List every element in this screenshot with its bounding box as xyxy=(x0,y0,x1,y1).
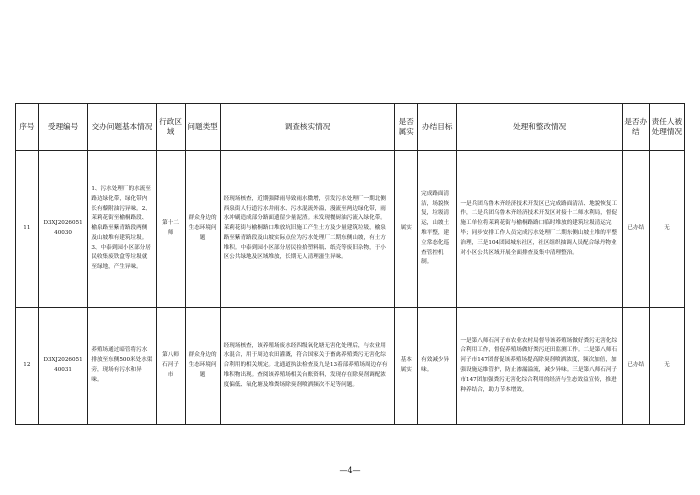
cell-problem: 养殖场通过暗管将污水排放至东侧500米处水渠旁，现场有污水和异味。 xyxy=(88,308,156,425)
header-region: 行政区域 xyxy=(156,104,185,151)
cell-seq: 12 xyxy=(16,308,39,425)
cell-type: 群众身边的生态环境问题 xyxy=(185,151,220,308)
cell-survey: 经现场核查，近期强降雨导致雨水微增，引发污水处理厂一期北侧西泉街人行道污水井雨水、污水混流外溢，漫流至两边绿化带，雨水冲刷造成部分路面遗留少量泥渣。未发现餐厨油污流入绿化带。茉莉花街与榆桐路口堆放坑旧施工产生土方及少量建筑垃圾，榆泉路至紫青路段及山坡实际点位为污水处理厂二期东侧山坡，有土方堆积。中泰到园小区部分居民捡拾塑料瓶、纸壳等废旧杂物，于小区公共绿地及区域堆放，长期无人清理滋生异味。 xyxy=(220,151,395,308)
table-row xyxy=(16,151,685,308)
cell-closed: 已办结 xyxy=(622,308,649,425)
cell-handling: 一是兵团乌鲁木齐经济技术开发区已完成路面清洁、地貌恢复工作，二是兵团乌鲁木齐经济技术开发区对接十二师水利局，督促施工单位将茉莉花街与榆桐路路口临时堆放的建筑垃圾清运完毕；同步安排工作人员完成污水处理厂二期东侧山坡土堆的平整治理，三是104团园城东社区，社区组织抽调人员配合绿丹物业对小区公共区域开展全面排查及集中清理整治。 xyxy=(457,151,622,308)
cell-type: 群众身边的生态环境问题 xyxy=(185,308,220,425)
table-header xyxy=(16,104,685,151)
cell-goal: 完成路面清洁，场貌恢复，垃圾清运，山坡土堆平整，建立常态化巡查管控机制。 xyxy=(418,151,457,308)
header-goal: 办结目标 xyxy=(418,104,457,151)
cell-problem: 1、污水处理厂的水流至路边绿化带，绿化带内长有藜附油污异味。2、茉莉花街至榆桐路段、榆泉路至紫青路段两侧及山坡堆有建筑垃圾。3、中泰到园小区部分居民收集废铁盒等垃圾就至绿地，产生异味。 xyxy=(88,151,156,308)
header-handling: 处理和整改情况 xyxy=(457,104,622,151)
header-type: 问题类型 xyxy=(185,104,220,151)
cell-id: D3XJ202605140031 xyxy=(38,308,88,425)
header-accountability: 责任人被处理情况 xyxy=(649,104,684,151)
cell-accountability: 无 xyxy=(649,308,684,425)
cell-verified: 属实 xyxy=(395,151,418,308)
cell-handling: 一是第八师石河子市农业农村局督导该养殖场做好粪污无害化综合利用工作，督促养殖场做好粪污还田监测工作。二是第八师石河子市147团督促该养殖场提高除臭剂喷洒浓度，频次加倍，加强设施运维管护，防止渗漏溢流，减少异味。三是第八师石河子市147团加强粪污无害化综合利用的经济与生态效益宣传，推进种养结合，助力节本增效。 xyxy=(457,308,622,425)
header-id: 受理编号 xyxy=(38,104,88,151)
cell-seq: 11 xyxy=(16,151,39,308)
header-problem: 交办问题基本情况 xyxy=(88,104,156,151)
cell-survey: 经现场核查，该养殖场废水经四级氧化塘无害化处理后，与农业用水混合，用于周边农田灌溉，符合国家关于畜禽养殖粪污无害化综合利用的相关规定。北通道执法检查及九是13着部养殖场周边存有堆积物出现。查阅该养殖场相关台账资料，发现存在除臭剂调配浓度偏低、氧化塘及堆粪场除臭剂喷洒频次不足等问题。 xyxy=(220,308,395,425)
header-seq: 序号 xyxy=(16,104,39,151)
table-row xyxy=(16,308,685,425)
cell-goal: 有效减少异味。 xyxy=(418,308,457,425)
cell-accountability: 无 xyxy=(649,151,684,308)
cell-region: 第十二师 xyxy=(156,151,185,308)
cell-id: D3XJ202605140030 xyxy=(38,151,88,308)
case-table xyxy=(15,103,685,425)
page-number: —4— xyxy=(339,466,361,475)
cell-region: 第八师石河子市 xyxy=(156,308,185,425)
header-closed: 是否办结 xyxy=(622,104,649,151)
cell-closed: 已办结 xyxy=(622,151,649,308)
header-survey: 调查核实情况 xyxy=(220,104,395,151)
cell-verified: 基本属实 xyxy=(395,308,418,425)
header-verified: 是否属实 xyxy=(395,104,418,151)
